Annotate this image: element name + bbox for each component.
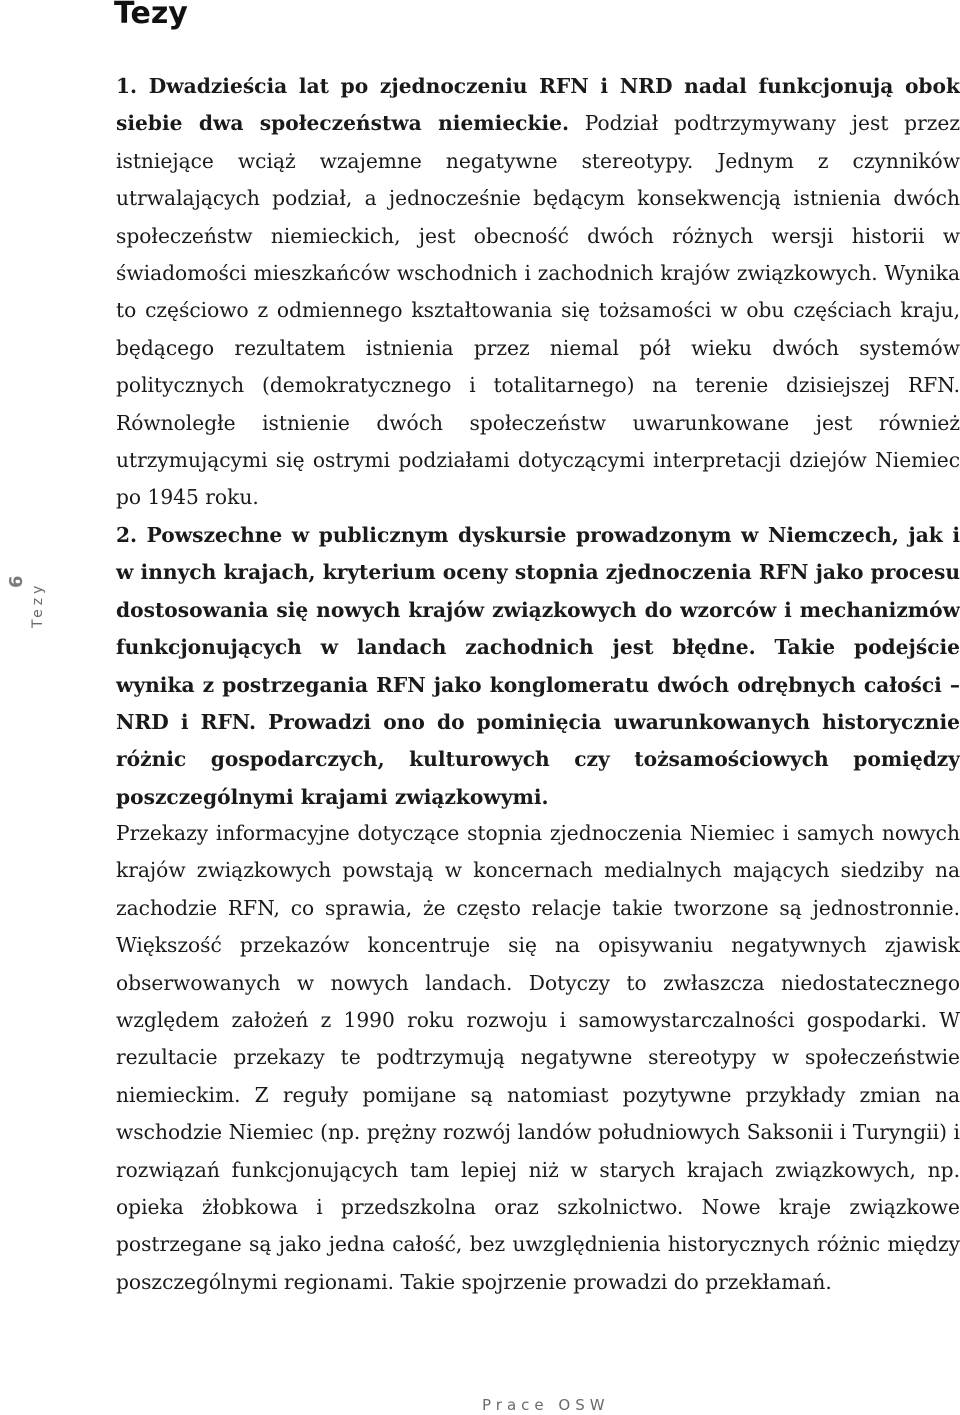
thesis-1-lead: 1. Dwadzieścia lat po zjednoczeniu RFN i NRD nadal funkcjonują obok siebie dwa społeczeństwa niemieckie.: [116, 74, 960, 136]
thesis-2-body: Przekazy informacyjne dotyczące stopnia zjednoczenia Niemiec i samych nowych krajów związkowych powstają w koncernach medialnych mających siedziby na zachodzie RFN, co sprawia, że często relacje takie tworzone są jednostronnie. Większość przekazów koncentruje się na opisywaniu negatywnych zjawisk obserwowanych w nowych landach. Dotyczy to zwłaszcza niedostatecznego względem założeń z 1990 roku rozwoju i samowystarczalności gospodarki. W rezultacie przekazy te podtrzymują negatywne stereotypy w społeczeństwie niemieckim. Z reguły pomijane są natomiast pozytywne przykłady zmian na wschodzie Niemiec (np. prężny rozwój landów południowych Saksonii i Turyngii) i rozwiązań funkcjonujących tam lepiej niż w starych krajach związkowych, np. opieka żłobkowa i przedszkolna oraz szkolnictwo. Nowe kraje związkowe postrzegane są jako jedna całość, bez uwzględnienia historycznych różnic między poszczególnymi regionami. Takie spojrzenie prowadzi do przekłamań.: [116, 821, 960, 1294]
thesis-1: [116, 68, 960, 517]
thesis-2-lead: 2. Powszechne w publicznym dyskursie prowadzonym w Niemczech, jak i w innych krajach, kryterium oceny stopnia zjednoczenia RFN jako procesu dostosowania się nowych krajów związkowych do wzorców i mechanizmów funkcjonujących w landach zachodnich jest błędne. Takie podejście wynika z postrzegania RFN jako konglomeratu dwóch odrębnych całości – NRD i RFN. Prowadzi ono do pominięcia uwarunkowanych historycznie różnic gospodarczych, kulturowych czy tożsamościowych pomiędzy poszczególnymi krajami związkowymi.: [116, 523, 960, 809]
footer-publication-name: Prace OSW: [482, 1396, 610, 1414]
side-section-marker: [0, 528, 62, 640]
side-section-label: Tezy: [30, 581, 46, 628]
page-title: Tezy: [114, 0, 188, 31]
side-page-number: 6: [6, 575, 27, 588]
thesis-1-body: Podział podtrzymywany jest przez istniejące wciąż wzajemne negatywne stereotypy. Jednym z czynników utrwalających podział, a jednocześnie będącym konsekwencją istnienia dwóch społeczeństw niemieckich, jest obecność dwóch różnych wersji historii w świadomości mieszkańców wschodnich i zachodnich krajów związkowych. Wynika to częściowo z odmiennego kształtowania się tożsamości w obu częściach kraju, będącego rezultatem istnienia przez niemal pół wieku dwóch systemów politycznych (demokratycznego i totalitarnego) na terenie dzisiejszej RFN. Równoległe istnienie dwóch społeczeństw uwarunkowane jest również utrzymującymi się ostrymi podziałami dotyczącymi interpretacji dziejów Niemiec po 1945 roku.: [116, 111, 960, 510]
